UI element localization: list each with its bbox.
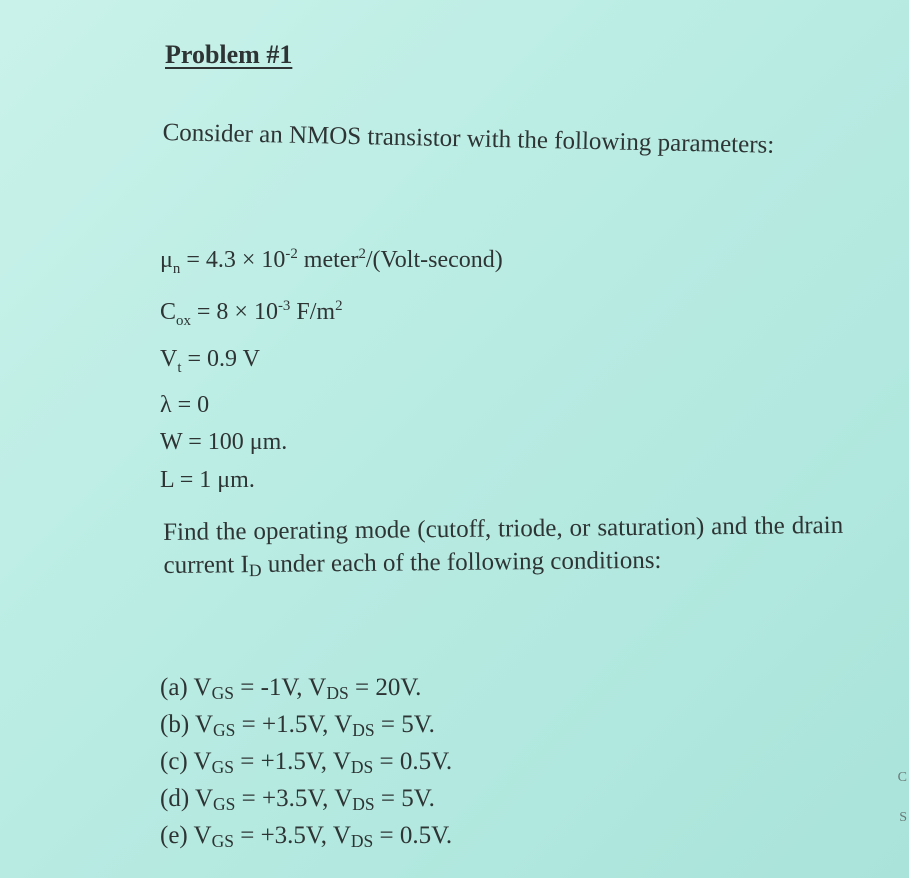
- param-cox: $C_{ox} = 8 \times 10^{-3}$ $F/m^2$: [160, 298, 343, 330]
- margin-char-s: S: [899, 810, 907, 825]
- intro-paragraph: Consider an NMOS transistor with the following parameters:: [162, 118, 775, 159]
- problem-title: Problem #1: [165, 40, 293, 69]
- margin-char-c: C: [897, 770, 907, 785]
- condition-d: (d) VGS = +3.5V, VDS = 5V.: [160, 785, 435, 815]
- condition-c: (c) VGS = +1.5V, VDS = 0.5V.: [160, 748, 453, 778]
- param-mobility: $\mu_n = 4.3 \times 10^{-2}$ meter$^2$/(Volt-second): [160, 246, 503, 277]
- task-paragraph: Find the operating mode (cutoff, triode, or saturation) and the drain current ID under each of the following conditions:: [163, 511, 844, 581]
- param-length: L = 1 μm.: [160, 466, 255, 493]
- param-threshold-voltage: $V_t = 0.9$ V: [160, 345, 260, 376]
- parameter-list: [160, 236, 503, 499]
- param-width: W = 100 μm.: [160, 429, 288, 456]
- param-lambda: λ = 0: [160, 391, 210, 418]
- condition-list: [160, 670, 452, 855]
- condition-e: (e) VGS = +3.5V, VDS = 0.5V.: [160, 822, 453, 852]
- condition-b: (b) VGS = +1.5V, VDS = 5V.: [160, 711, 435, 741]
- condition-a: (a) VGS = -1V, VDS = 20V.: [160, 674, 422, 704]
